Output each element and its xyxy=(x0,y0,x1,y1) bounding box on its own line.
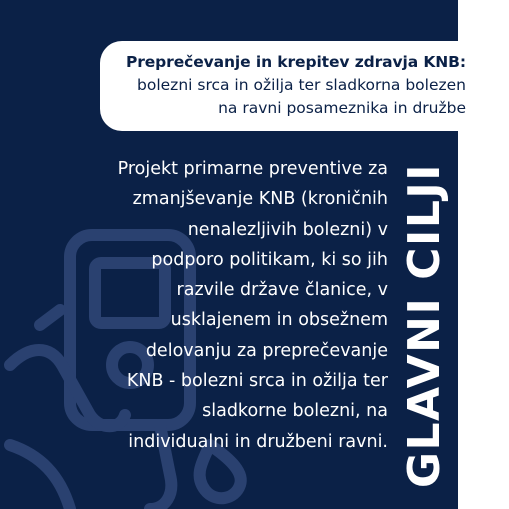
body-line: Projekt primarne preventive za xyxy=(117,159,388,179)
body-line: delovanju za preprečevanje xyxy=(145,340,388,361)
body-line: zmanjševanje KNB (kroničnih xyxy=(132,189,388,210)
body-line: nenalezljivih bolezni) v xyxy=(187,219,388,240)
body-line: individualni in družbeni ravni. xyxy=(128,431,388,452)
side-title xyxy=(396,142,454,508)
header-card xyxy=(100,41,480,131)
goal-description xyxy=(28,154,388,457)
body-line: KNB - bolezni srca in ožilja ter xyxy=(126,371,388,392)
header-title: Preprečevanje in krepitev zdravja KNB: xyxy=(125,53,466,71)
side-title-text: GLAVNI CILJI xyxy=(399,162,451,488)
body-line: razvile države članice, v xyxy=(176,280,388,301)
body-line: podporo politikam, ki so jih xyxy=(151,249,388,270)
header-subtitle-line1: bolezni srca in ožilja ter sladkorna bolezen xyxy=(137,76,466,94)
body-line: sladkorne bolezni, na xyxy=(202,401,388,422)
body-line: usklajenem in obsežnem xyxy=(170,310,388,331)
header-subtitle-line2: na ravni posameznika in družbe xyxy=(218,99,466,117)
